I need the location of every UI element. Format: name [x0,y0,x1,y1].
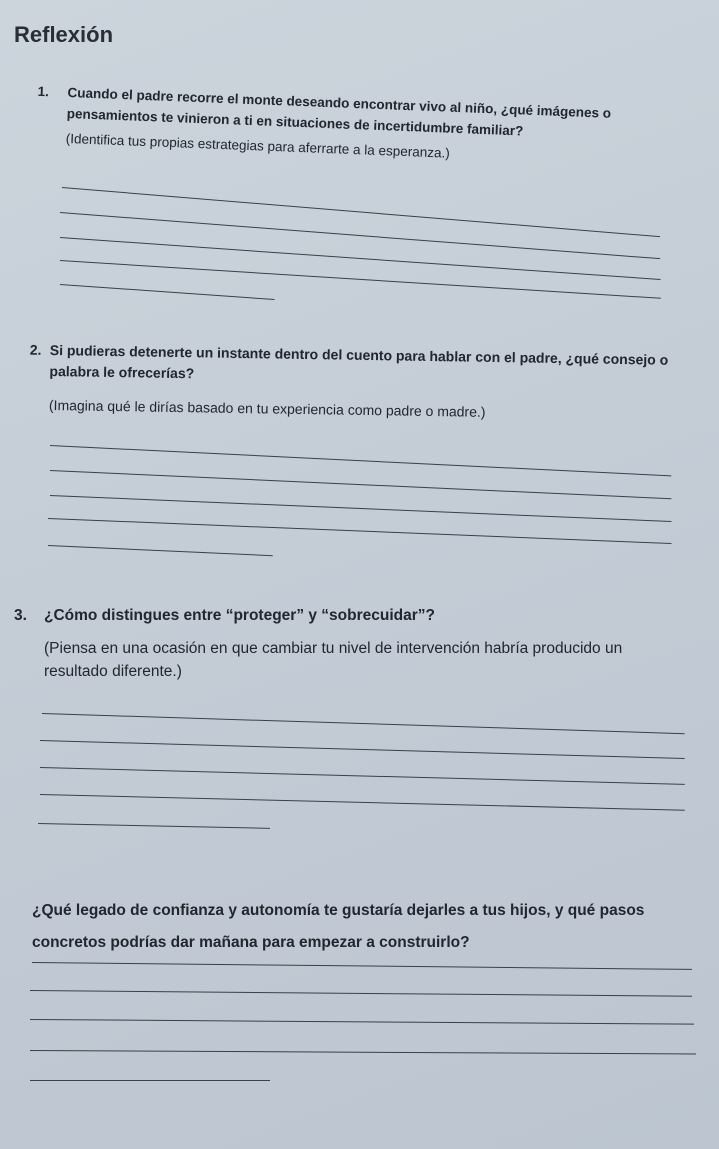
question-2-text: Si pudieras detenerte un instante dentro del cuento para hablar con el padre, ¿qué consejo o palabra le ofrecerías? [49,341,669,382]
answer-line[interactable] [50,495,671,522]
answer-line[interactable] [30,990,692,997]
question-3-number: 3. [14,607,27,624]
answer-line[interactable] [48,518,672,544]
question-3-text: ¿Cómo distingues entre “proteger” y “sobrecuidar”? [44,607,436,624]
answer-line[interactable] [48,545,273,556]
answer-line[interactable] [50,470,671,499]
question-1-number: 1. [37,83,50,100]
answer-line[interactable] [40,794,685,811]
question-3-hint: (Piensa en una ocasión en que cambiar tu nivel de intervención habría producido un resultado diferente.) [44,640,623,680]
answer-line[interactable] [32,962,692,970]
answer-line[interactable] [60,237,661,280]
question-1 [37,82,667,172]
answer-line[interactable] [30,1050,696,1054]
answer-line[interactable] [40,740,685,759]
question-4 [32,895,692,959]
question-1-hint: (Identifica tus propias estrategias para aferrarte a la esperanza.) [65,130,451,161]
question-2 [29,340,680,426]
question-4-text: ¿Qué legado de confianza y autonomía te gustaría dejarles a tus hijos, y qué pasos concretos podrías dar mañana para empezar a construirlo? [32,902,645,951]
answer-line[interactable] [60,284,275,300]
question-3 [14,605,684,683]
answer-line[interactable] [60,260,661,299]
answer-line[interactable] [38,823,270,829]
answer-line[interactable] [42,713,685,734]
answer-line[interactable] [30,1019,694,1025]
question-1-text: Cuando el padre recorre el monte deseando encontrar vivo al niño, ¿qué imágenes o pensamientos te vinieron a ti en situaciones de incertidumbre familiar? [66,84,612,139]
page-title: Reflexión [14,22,114,47]
answer-line[interactable] [40,767,685,785]
question-2-number: 2. [29,341,42,358]
question-2-hint: (Imagina qué le dirías basado en tu experiencia como padre o madre.) [48,396,486,420]
answer-line[interactable] [30,1080,270,1081]
answer-line[interactable] [60,212,660,259]
answer-line[interactable] [62,187,660,237]
answer-line[interactable] [50,445,671,476]
